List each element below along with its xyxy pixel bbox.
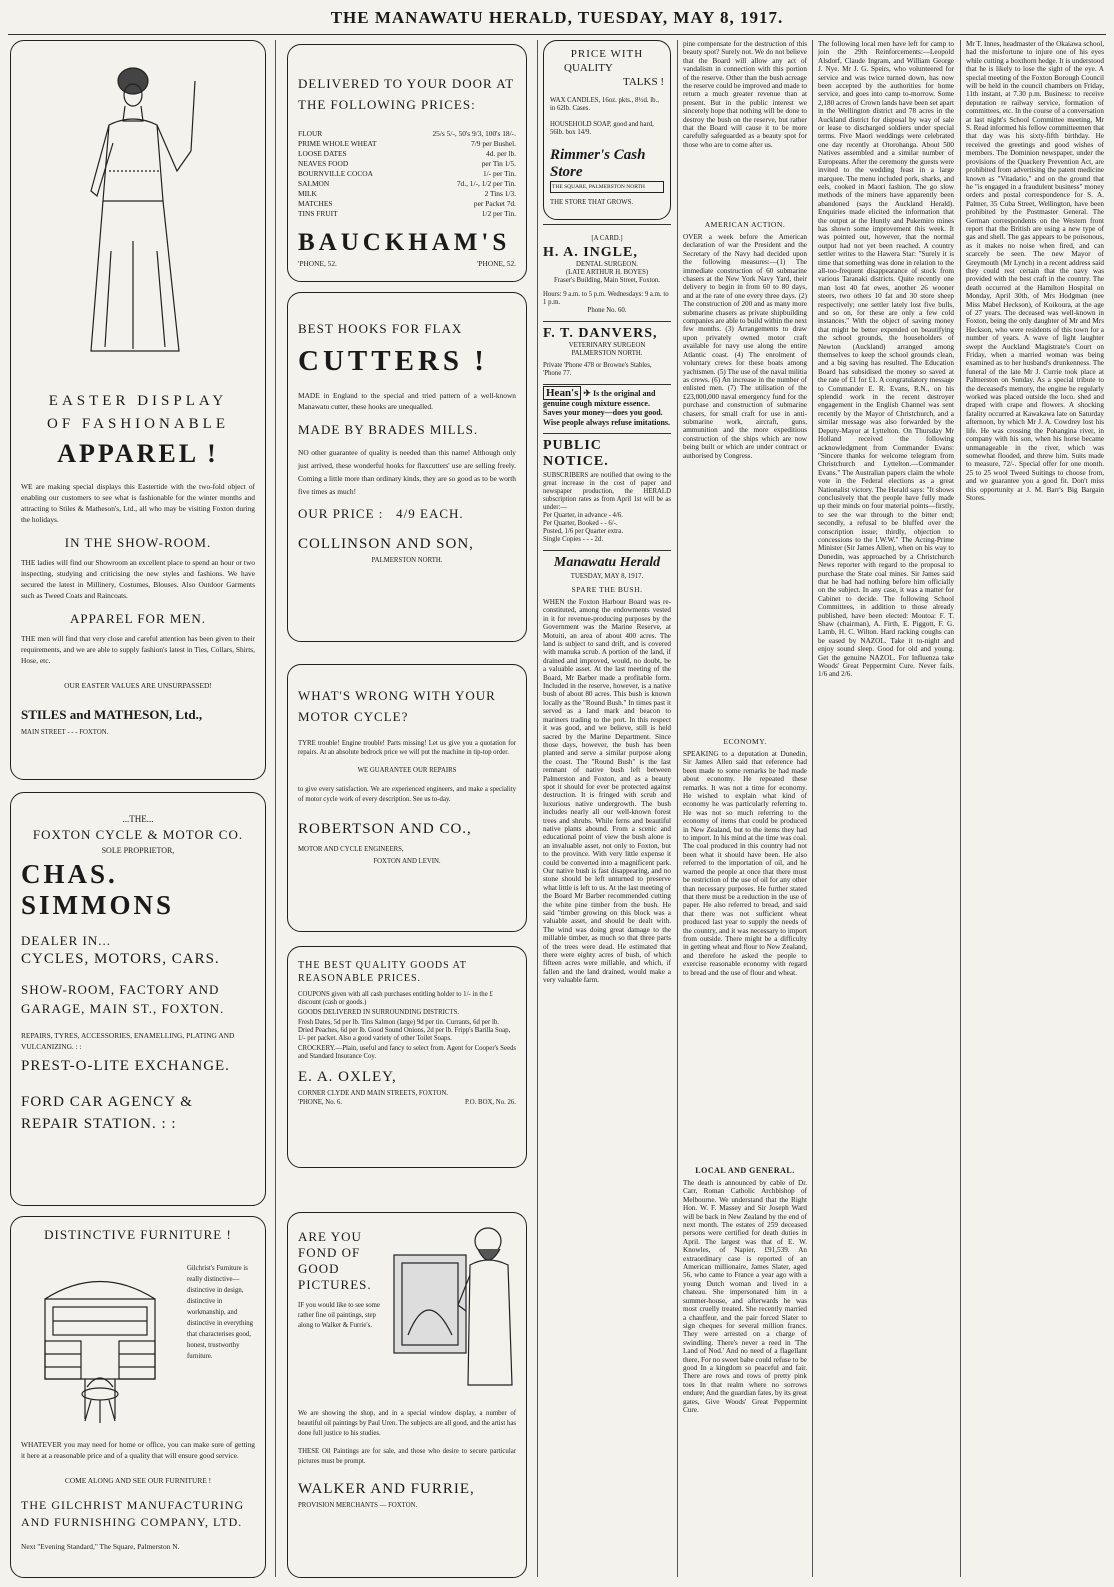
bauckham-item-name: NEAVES FOOD	[298, 159, 349, 168]
column-divider	[275, 40, 276, 1577]
stiles-values: OUR EASTER VALUES ARE UNSURPASSED!	[64, 681, 212, 690]
robertson-guarantee: WE GUARANTEE OUR REPAIRS	[357, 767, 457, 774]
simmons-dealer: DEALER IN...	[21, 933, 111, 948]
stiles-firm-name: STILES and MATHESON, Ltd.,	[21, 707, 203, 722]
simmons-proprietor: SOLE PROPRIETOR,	[101, 846, 175, 855]
bauckham-price-row	[298, 199, 516, 209]
herald-title: Manawatu Herald	[553, 555, 661, 570]
danvers-title: VETERINARY SURGEON	[568, 342, 646, 349]
robertson-firm: ROBERTSON AND CO.,	[298, 821, 472, 837]
collinson-address: PALMERSTON NORTH.	[371, 557, 443, 564]
bauckham-item-price: 2 Tins 1/3.	[484, 189, 516, 198]
column-divider	[537, 40, 538, 1577]
bauckham-item-name: LOOSE DATES	[298, 149, 347, 158]
rimmer-logo-sub: THE SQUARE, PALMERSTON NORTH	[550, 181, 664, 193]
simmons-repairs: REPAIRS, TYRES, ACCESSORIES, ENAMELLING, PLATING AND VULCANIZING. : :	[21, 1031, 235, 1051]
column-divider	[960, 40, 961, 1577]
heans-text: Is the original and genuine cough mixture essence. Saves your money—does you good. Wise people always refuse imitations.	[543, 389, 671, 427]
bauckham-phone-left: 'PHONE, 52.	[298, 259, 337, 268]
bauckham-price-row	[298, 159, 516, 169]
spare-bush-article: WHEN the Foxton Harbour Board was re-constituted, among the endowments vested in it for revenue-producing purposes by the Government was the Marine Reserve, at Motuiti, an area of about 400 acres. The land is subject to sand drift, and is covered with manuka scrub. A portion of the land, if drained and improved, would, no doubt, be a valuable asset. At the last meeting of the Board, Mr Barber made a profitable form. Included in the reserve, however, is a native bush of about 80 acres. This bush is known locally as the "Round Bush." In times past it served as a land mark and beacon to mariners trading to the port. In this respect it was good, and we believe, still is held sacred by the Marine Department. Since those days, however, the bush has been planted and serve a similar purpose along the coast. The "Round Bush" is the last remnant of native bush left between Palmerston and Foxton, and as a beauty spot it should for ever be protected against destruction. It is fringed with scrub and luxurious native undergrowth. The bush includes nearly all our well-known forest trees and shrubs. While ferns and beautiful native plants abound. From a scenic and educational point of view the bush alone is an invaluable asset, not only to Foxton, but to the province. With very little expense it could be converted into a magnificent park. Our native bush is fast disappearing, and no stone should be left unturned to preserve what little is left to us. At the last meeting of the Board Mr Barber recommended cutting the white pine timber from the bush. He said "timber growing on this block was a valuable asset, and should be dealt with. The wind was doing great damage to the millable timber, as much so that three parts of the trees were dead. He estimated that there were eighty acres of bush, of which fifteen acres were millable, and which, if fallen and the land drained, would make a very valuable farm.	[543, 598, 671, 985]
collinson-ad	[287, 292, 527, 642]
ingle-hours: Hours: 9 a.m. to 5 p.m. Wednesdays: 9 a.m. to 1 p.m.	[543, 291, 669, 306]
bauckham-item-name: SALMON	[298, 179, 330, 188]
danvers-phone: Private 'Phone 478 or Browne's Stables, 'Phone 77.	[543, 362, 652, 377]
bauckham-phone-right: 'PHONE, 52.	[477, 259, 516, 268]
bauckham-item-price: 1/- per Tin.	[482, 169, 516, 178]
bauckham-item-price: per Tin 1/5.	[481, 159, 516, 168]
economy-heading: ECONOMY.	[723, 737, 767, 746]
bauckham-item-name: MILK	[298, 189, 317, 198]
ingle-name: H. A. INGLE,	[543, 245, 638, 260]
public-notice-body: SUBSCRIBERS are notified that owing to the great increase in the cost of paper and newspaper production, the HERALD subscription rates as from April 1st will be as under:—	[543, 472, 671, 511]
rimmer-heading-1: PRICE WITH	[570, 48, 644, 60]
bauckham-price-row	[298, 179, 516, 189]
walker-heading-4: PICTURES.	[298, 1277, 372, 1292]
ingle-phone: Phone No. 60.	[587, 307, 627, 314]
simmons-company: FOXTON CYCLE & MOTOR CO.	[32, 827, 244, 842]
ingle-card: [A CARD.]	[591, 235, 623, 242]
bauckham-price-row	[298, 149, 516, 159]
man-with-painting-illustration	[388, 1215, 518, 1393]
walker-text-2: We are showing the shop, and in a special window display, a number of beautiful oil paintings by Paul Uren. The subjects are all good, and the artist has done full justice to his studies.	[298, 1410, 516, 1437]
stiles-showroom-heading: IN THE SHOW-ROOM.	[64, 535, 212, 550]
american-action-heading: AMERICAN ACTION.	[704, 220, 786, 229]
gilchrist-address: Next "Evening Standard," The Square, Palmerston N.	[21, 1542, 180, 1551]
public-notice-rate: Per Quarter, Booked - - 6/-.	[543, 520, 618, 527]
walker-text-1: IF you would like to see some rather fine oil paintings, step along to Walker & Furrie's.	[298, 1302, 380, 1329]
bauckham-item-price: 4d. per lb.	[486, 149, 516, 158]
simmons-the: ...THE...	[122, 814, 154, 824]
bauckham-item-price: 7/9 per Bushel.	[471, 139, 516, 148]
robertson-text-1: TYRE trouble! Engine trouble! Parts missing! Let us give you a quotation for repairs. At an absolute bedrock price we will put the machine in tip-top order.	[298, 740, 516, 756]
bauckham-item-price: per Packet 7d.	[473, 199, 516, 208]
heans-ad	[543, 389, 671, 427]
column-six-articles: Mr T. Innes, headmaster of the Okaiawa school, had the misfortune to injure one of his eyes while cutting a boxthorn hedge. It is understood that he is likely to lose the sight of the eye. A special meeting of the Foxton Borough Council will be held in the council chambers on Friday, 11th instant, at 7.30 p.m. Business: to receive deputation re railway service, formation of committees, etc. In the course of a conversation at last night's School Committee meeting, Mr S. Read informed his fellow committeemen that that day was his sixty-fifth birthday. He received the greetings and good wishes of members. The Dominion newspaper, under the provisions of the Quackery Prevention Act, are prohibited from advertising the patent medicine known as "Vitadatio," and on the ground that he "is engaged in a fraudulent business" money orders and postal correspondence for S. A. Palmer, 35 Cuba Street, Wellington, have been prohibited by the Postmaster General. The German correspondents on the Western front report that the British are using a new type of gas and shell. The gas appears to be poisonous, as it makes no noise when fired, and can scarcely be seen. The new Mayor of Greymouth (Mr Lynch) in a recent address said they could rest certain that the navy was provided with the best craft in the country. The death occurred at the Hamilton Hospital on Monday, April 30th, of Mrs Hodgman (nee Miss Mabel Heckson), of Koikoura, at the age of 27 years. The deceased was well-known in Foxton, being the only daughter of Mr and Mrs Heckson, who were residents of this town for a number of years. A wave of light laughter swept the Auckland Magistrate's Court on Friday, when a married woman was being examined as to her husband's drunkenness. The funeral of the late Mr J. Currie took place at Palmerston on Sunday. As a special tribute to the deceased's memory, the engine he regularly worked was placed outside the loco. shed and draped with crape and flowers. A shocking fatality occurred at Kawakawa late on Saturday afternoon, by which Mr J. A. Cowdrey lost his life. He was crossing the Pohangina river, in company with his son, when his horse became unmanageable in the river, which was somewhat flooded, and threw him. Suits made to measure, 72/-. Special offer for one month. 25 to 25 wool Tweed Suitings to choose from, and we guarantee you a good fit. Don't miss this opportunity at J. M. Barr's Big Bargain Stores.	[966, 40, 1104, 502]
robertson-title: WHAT'S WRONG WITH YOUR MOTOR CYCLE?	[298, 688, 496, 724]
collinson-text-2: NO other guarantee of quality is needed than this name! Although only just arrived, these wonderful hooks for flaxcutters' use are selling freely. Coming a little more than ordinary kinds, they are so good as to be worth five times as much!	[298, 448, 516, 496]
gilchrist-ad	[10, 1216, 266, 1578]
rimmer-tagline: THE STORE THAT GROWS.	[550, 199, 634, 206]
bauckham-price-row	[298, 169, 516, 179]
collinson-made-by: MADE BY BRADES MILLS.	[298, 422, 479, 437]
rimmer-ad	[543, 40, 671, 220]
bauckham-price-row	[298, 209, 516, 219]
fashion-figure-illustration	[61, 51, 211, 359]
walker-address: PROVISION MERCHANTS — FOXTON.	[298, 1502, 418, 1509]
public-notice-title: PUBLIC NOTICE.	[543, 438, 609, 469]
collinson-cutters: CUTTERS !	[298, 345, 488, 377]
gilchrist-body: WHATEVER you may need for home or office, you can make sure of getting it here at a reasonable price and of a quality that will ensure good service.	[21, 1440, 255, 1460]
robertson-ad	[287, 664, 527, 932]
danvers-name: F. T. DANVERS,	[543, 326, 658, 341]
simmons-showroom: SHOW-ROOM, FACTORY AND GARAGE, MAIN ST., FOXTON.	[21, 982, 225, 1016]
herald-date: TUESDAY, MAY 8, 1917.	[570, 573, 644, 580]
rimmer-heading-2: QUALITY	[564, 62, 613, 74]
bauckham-item-price: 7d., 1/-, 1/2 per Tin.	[456, 179, 516, 188]
bauckham-price-list	[298, 129, 516, 219]
heans-name: Hean's	[543, 386, 581, 400]
simmons-ad	[10, 792, 266, 1206]
rimmer-logo: Rimmer's Cash Store	[550, 147, 646, 180]
bauckham-item-name: TINS FRUIT	[298, 209, 338, 218]
public-notice-rate: Posted, 1/6 per Quarter extra.	[543, 528, 624, 535]
bauckham-ad	[287, 44, 527, 282]
bauckham-item-price: 25/s 5/-, 50's 9/3, 100's 18/-.	[432, 129, 516, 138]
bauckham-price-row	[298, 129, 516, 139]
oxley-crockery: CROCKERY.—Plain, useful and fancy to select from. Agent for Cooper's Seeds and Standard Insurance Coy.	[298, 1045, 517, 1060]
oxley-coupons: COUPONS given with all cash purchases entitling holder to 1/- in the £ discount (cash or goods.)	[298, 991, 493, 1006]
public-notice-rate: Per Quarter, in advance - 4/6.	[543, 512, 623, 519]
simmons-ford: FORD CAR AGENCY & REPAIR STATION. : :	[21, 1094, 193, 1132]
collinson-heading: BEST HOOKS FOR FLAX	[298, 321, 463, 336]
bauckham-price-row	[298, 139, 516, 149]
bauckham-item-name: BOURNVILLE COCOA	[298, 169, 373, 178]
gilchrist-title: DISTINCTIVE FURNITURE !	[44, 1227, 232, 1242]
walker-text-3: THESE Oil Paintings are for sale, and those who desire to secure particular pictures must be prompt.	[298, 1448, 516, 1465]
ingle-address: Fraser's Building, Main Street, Foxton.	[553, 277, 660, 284]
column-divider	[677, 40, 678, 1577]
bauckham-name: BAUCKHAM'S	[298, 229, 511, 256]
oxley-ad	[287, 946, 527, 1168]
public-notice-rates	[543, 512, 671, 544]
roll-top-desk-illustration	[25, 1259, 175, 1427]
local-general-heading: LOCAL AND GENERAL.	[695, 1166, 795, 1175]
column-divider	[812, 40, 813, 1577]
collinson-price-label: OUR PRICE :	[298, 506, 384, 521]
gilchrist-come-along: COME ALONG AND SEE OUR FURNITURE !	[64, 1476, 212, 1485]
collinson-price: 4/9 EACH.	[396, 506, 464, 521]
simmons-name: CHAS. SIMMONS	[21, 859, 175, 920]
economy-article: SPEAKING to a deputation at Dunedin, Sir James Allen said that reference had been made to some remarks he had made about economy. He repeated these remarks. It was not a time for economy. He wished to explain what kind of economy he was particularly referring to. He was not so much referring to the economy of items that could be produced in New Zealand, but to the items they had to import. In his mind at the time was coal. The coal produced in this country had not been what it should have been. He also referred to the importation of oil, and he warned the people at once that there must be restriction of the use of oil for any other than necessary purposes. He further stated that there must be a reduction in the use of paper. He also referred to bread, and said that there was not sufficient wheat produced last year to supply the needs of the country, and it was necessary to import from outside. There might be a difficulty in getting wheat and flour to New Zealand, and therefore he asked the people to exercise reasonable economy with regard to bread and the use of flour and wheat.	[683, 750, 807, 977]
oxley-delivery: GOODS DELIVERED IN SURROUNDING DISTRICTS.	[298, 1009, 460, 1016]
collinson-firm: COLLINSON AND SON,	[298, 536, 474, 552]
stiles-showroom-text: THE ladies will find our Showroom an excellent place to spend an hour or two inspecting, studying and criticising the new styles and fashions. We have secured the latest in Millinery, Costumes, Blouses. Also Outdoor Garments such as Tweed Coats and Raincoats.	[21, 558, 255, 600]
stiles-heading-2: OF FASHIONABLE	[47, 416, 229, 432]
bauckham-item-name: MATCHES	[298, 199, 333, 208]
rimmer-heading-3: TALKS !	[623, 76, 664, 88]
ingle-late: (LATE ARTHUR H. BOYES)	[565, 269, 649, 276]
collinson-text-1: MADE in England to the special and tried pattern of a well-known Manawatu cutter, these hooks are unequalled.	[298, 391, 516, 411]
heans-icon: ✈	[583, 388, 591, 398]
simmons-prestolite: PREST-O-LITE EXCHANGE.	[21, 1058, 230, 1074]
american-action-article: OVER a week before the American declaration of war the President and the Secretary of the Navy had decided upon the following measures:—(1) The immediate construction of 60 submarine chasers at the New York Navy Yard, their delivery to begin in from 60 to 80 days, and at the rate of one every three days. (2) The construction of 200 and as many more submarine chasers as private shipbuilding companies are able to build within the next few months. (3) Arrangements to draw upon privately owned motor craft available for navy use along the entire Atlantic coast. (4) The enrolment of voluntary crews for these boats among yachtsmen. (5) The use of the naval militia as crews. (6) An increase in the number of enlisted men. (7) The utilisation of the £23,000,000 naval emergency fund for the purchase and construction of submarine chasers, for small craft for use in anti-submarine work, aircraft, guns, ammunition and the more expeditious construction of the ships which are now being built or which are under contract or authorised by Congress.	[683, 233, 807, 460]
walker-heading-3: GOOD	[298, 1261, 340, 1276]
bauckham-item-name: FLOUR	[298, 129, 323, 138]
bauckham-price-row	[298, 189, 516, 199]
spare-bush-heading: SPARE THE BUSH.	[571, 585, 643, 594]
masthead-rule	[8, 34, 1106, 35]
oxley-phone: 'PHONE, No. 6.	[298, 1099, 343, 1106]
walker-furrie-ad	[287, 1212, 527, 1578]
walker-heading-2: FOND OF	[298, 1245, 361, 1260]
stiles-address: MAIN STREET - - - FOXTON.	[21, 729, 109, 736]
oxley-name: E. A. OXLEY,	[298, 1069, 397, 1085]
stiles-men-text: THE men will find that very close and careful attention has been given to their requirements, and we are able to supply fashion's latest in Ties, Collars, Shirts, Hose, etc.	[21, 634, 255, 665]
public-notice-rate: Single Copies - - - 2d.	[543, 536, 604, 543]
oxley-address: CORNER CLYDE AND MAIN STREETS, FOXTON.	[298, 1090, 449, 1097]
masthead: THE MANAWATU HERALD, TUESDAY, MAY 8, 1917.	[330, 8, 784, 27]
walker-heading-1: ARE YOU	[298, 1229, 362, 1244]
rimmer-soap: HOUSEHOLD SOAP, good and hard, 56lb. box 14/9.	[550, 121, 654, 136]
stiles-matheson-ad	[10, 40, 266, 780]
column-four	[683, 40, 807, 1547]
robertson-text-2: to give every satisfaction. We are experienced engineers, and make a speciality of motor cycle work of every description. See us to-day.	[298, 786, 516, 803]
bauckham-item-price: 1/2 per Tin.	[481, 209, 516, 218]
bauckham-item-name: PRIME WHOLE WHEAT	[298, 139, 377, 148]
robertson-engineers: MOTOR AND CYCLE ENGINEERS,	[298, 846, 404, 853]
simmons-cycles: CYCLES, MOTORS, CARS.	[21, 951, 220, 967]
danvers-city: PALMERSTON NORTH.	[571, 350, 643, 357]
robertson-address: FOXTON AND LEVIN.	[373, 858, 441, 865]
stiles-heading-1: EASTER DISPLAY	[48, 393, 228, 409]
oxley-title: THE BEST QUALITY GOODS AT REASONABLE PRICES.	[298, 960, 467, 984]
bauckham-title: DELIVERED TO YOUR DOOR AT THE FOLLOWING PRICES:	[298, 76, 514, 112]
walker-firm: WALKER AND FURRIE,	[298, 1481, 475, 1497]
stiles-heading-3: APPAREL !	[57, 439, 219, 468]
column-three	[543, 40, 671, 1194]
oxley-po-box: P.O. BOX, No. 26.	[465, 1099, 516, 1106]
stiles-men-heading: APPAREL FOR MEN.	[69, 611, 207, 626]
local-general-article: The death is announced by cable of Dr. Carr, Roman Catholic Archbishop of Melbourne. We understand that the Right Hon. W. F. Massey and Sir Joseph Ward will be back in New Zealand by the end of next month. The estates of 259 deceased persons were certified for death duties in April. The largest was that of E. W. Knowles, of Napier, £91,539. An extraordinary case is reported of an American millionaire, James Slater, aged 56, who came to France a year ago with a young Dutch woman and lived in a chateau. She impersonated him in a summer-house, and afterwards he was most cruelly treated. She recently married a chauffeur, and the pair forced Slater to sign cheques for several million francs. They were arrested on a charge of swindling. There's never a reed in 'The Land of Nod.' And no need of a flagellant there, For no sweet babe could refuse to be good In a kingdom so peaceful and fair. There are rows and rows of pretty pink toes In that realm where no sorrows endure; And the guardian fates, by its great gates, Give Woods' Great Peppermint Cure.	[683, 1179, 807, 1414]
rimmer-wax-candles: WAX CANDLES, 16oz. pkts., 8½d. lb., in 62lb. Cases.	[550, 97, 659, 112]
gilchrist-side-text: Gilchrist's Furniture is really distinctive—distinctive in design, distinctive in workmanship, and distinctive in everything that characterises good, honest, trustworthy furniture.	[187, 1265, 254, 1360]
stiles-intro: WE are making special displays this Eastertide with the two-fold object of enabling our customers to see what is fashionable for the winter months and attracting to Stiles & Matheson's, Ltd., all who may be visiting Foxton during the holidays.	[21, 482, 255, 524]
gilchrist-firm: THE GILCHRIST MANUFACTURING AND FURNISHING COMPANY, LTD.	[21, 1498, 245, 1529]
spare-bush-continued: pine compensate for the destruction of this beauty spot? Surely not. We do not believe that the Board will allow any act of vandalism in connection with this portion of the reserve. Other than the bush acreage the reserve could be improved and made to return a much greater revenue than at present. But in the public interest we sincerely hope that nothing will be done to destroy the bush on the reserve, but rather that the Board will cause it to be more carefully safeguarded as a beauty spot for those who are to come after us.	[683, 40, 807, 149]
column-five-articles: The following local men have left for camp to join the 29th Reinforcements:—Leopold Alsdorf, Claude Ingram, and William George J. Nye. Mr J. G. Speirs, who volunteered for service and was twice turned down, has now been accepted by the authorities for home service, and goes into camp to-morrow. Some 2,180 acres of Crown lands have been set apart in the Wellington district and 78 acres in the Auckland district for disposal by way of sale or lease to discharged soldiers under special terms. Five Maori weddings were celebrated one day recently at Otorohanga. About 500 Natives assembled and a similar number of Europeans. After the ceremony the guests were invited to the wedding feast in a large marquee. The menu included pork, sharks, and eels, cooked in Maori fashion. The go slow methods of the miners have apparently been abandoned (says the Auckland Herald). Enquiries made elicited the information that the output at the Huntly and Pukemiro mines has shown some improvement this week. It was pointed out, however, that the normal output had not yet been reached. A country settler writes to the Hawera Star: "Surely it is time that something was done in relation to the all-too-frequent disappearance of stock from various Taranaki districts. Quite recently one man lost 40 fat ewes, another 26 wooner steers, two others 10 fat and 30 store sheep respectively; one settler lately lost five bulls, and so on, for these are only a few cold instances." With the object of saving money that might be better expended on beautifying the school grounds, the householders of Newton (Auckland) arranged among themselves to keep the school grounds clean, and a big saving has resulted. The Education Board has subsidised the money so saved at the rate of £1 for £1. A congratulatory message to Commander E. R. Evans, R.N., on his splendid work in the recent destroyer engagement in the English Channel was sent recently by the Mayor of Christchurch, and a similar message was also forwarded by the Deputy-Mayor at Lyttelton. On Thursday Mr Holland received the following acknowledgment from Commander Evans: "Sincere thanks for welcome telegram from Christchurch and Lyttelton.—Commander Evans." The Australian papers claim the whole vote in the Federal elections as a great Nationalist victory. The Herald says: "It shows conclusively that the people have fully made up their minds on four material points—firstly, to see the war through to the bitter end; secondly, a refusal to be bluffed over the conscription issue; thirdly, objection to concessions to the I.W.W." The Acting-Prime Minister (Sir James Allen), when on his way to Dunedin, was approached by a Christchurch News reporter with regard to the proposal to purchase the State coal mines. Sir James said that he had had nothing before him officially on the subject. In any case, it was a matter for Cabinet to decide. The following School Committees, in addition to those already published, have been elected: Moutoa: F. T. Shaw (chairman), A. Firth, E. Piggott, F. G. Lamb, H. C. Wilton. Hard racking coughs can be eased by NAZOL. Take it to-night and enjoy sound sleep. Good for old and young. Get the genuine NAZOL. For Influenza take Woods' Great Peppermint Cure. Never fails. 1/6 and 2/6.	[818, 40, 954, 679]
oxley-list: Fresh Dates, 5d per lb. Tins Salmon (large) 9d per tin. Currants, 6d per lb. Dried Peaches, 6d per lb. Good Sound Onions, 2d per lb. Fripp's Barilla Soap, 1/- per packet. Also a good variety of other Toilet Soaps.	[298, 1019, 511, 1042]
ingle-title: DENTAL SURGEON.	[576, 261, 638, 268]
